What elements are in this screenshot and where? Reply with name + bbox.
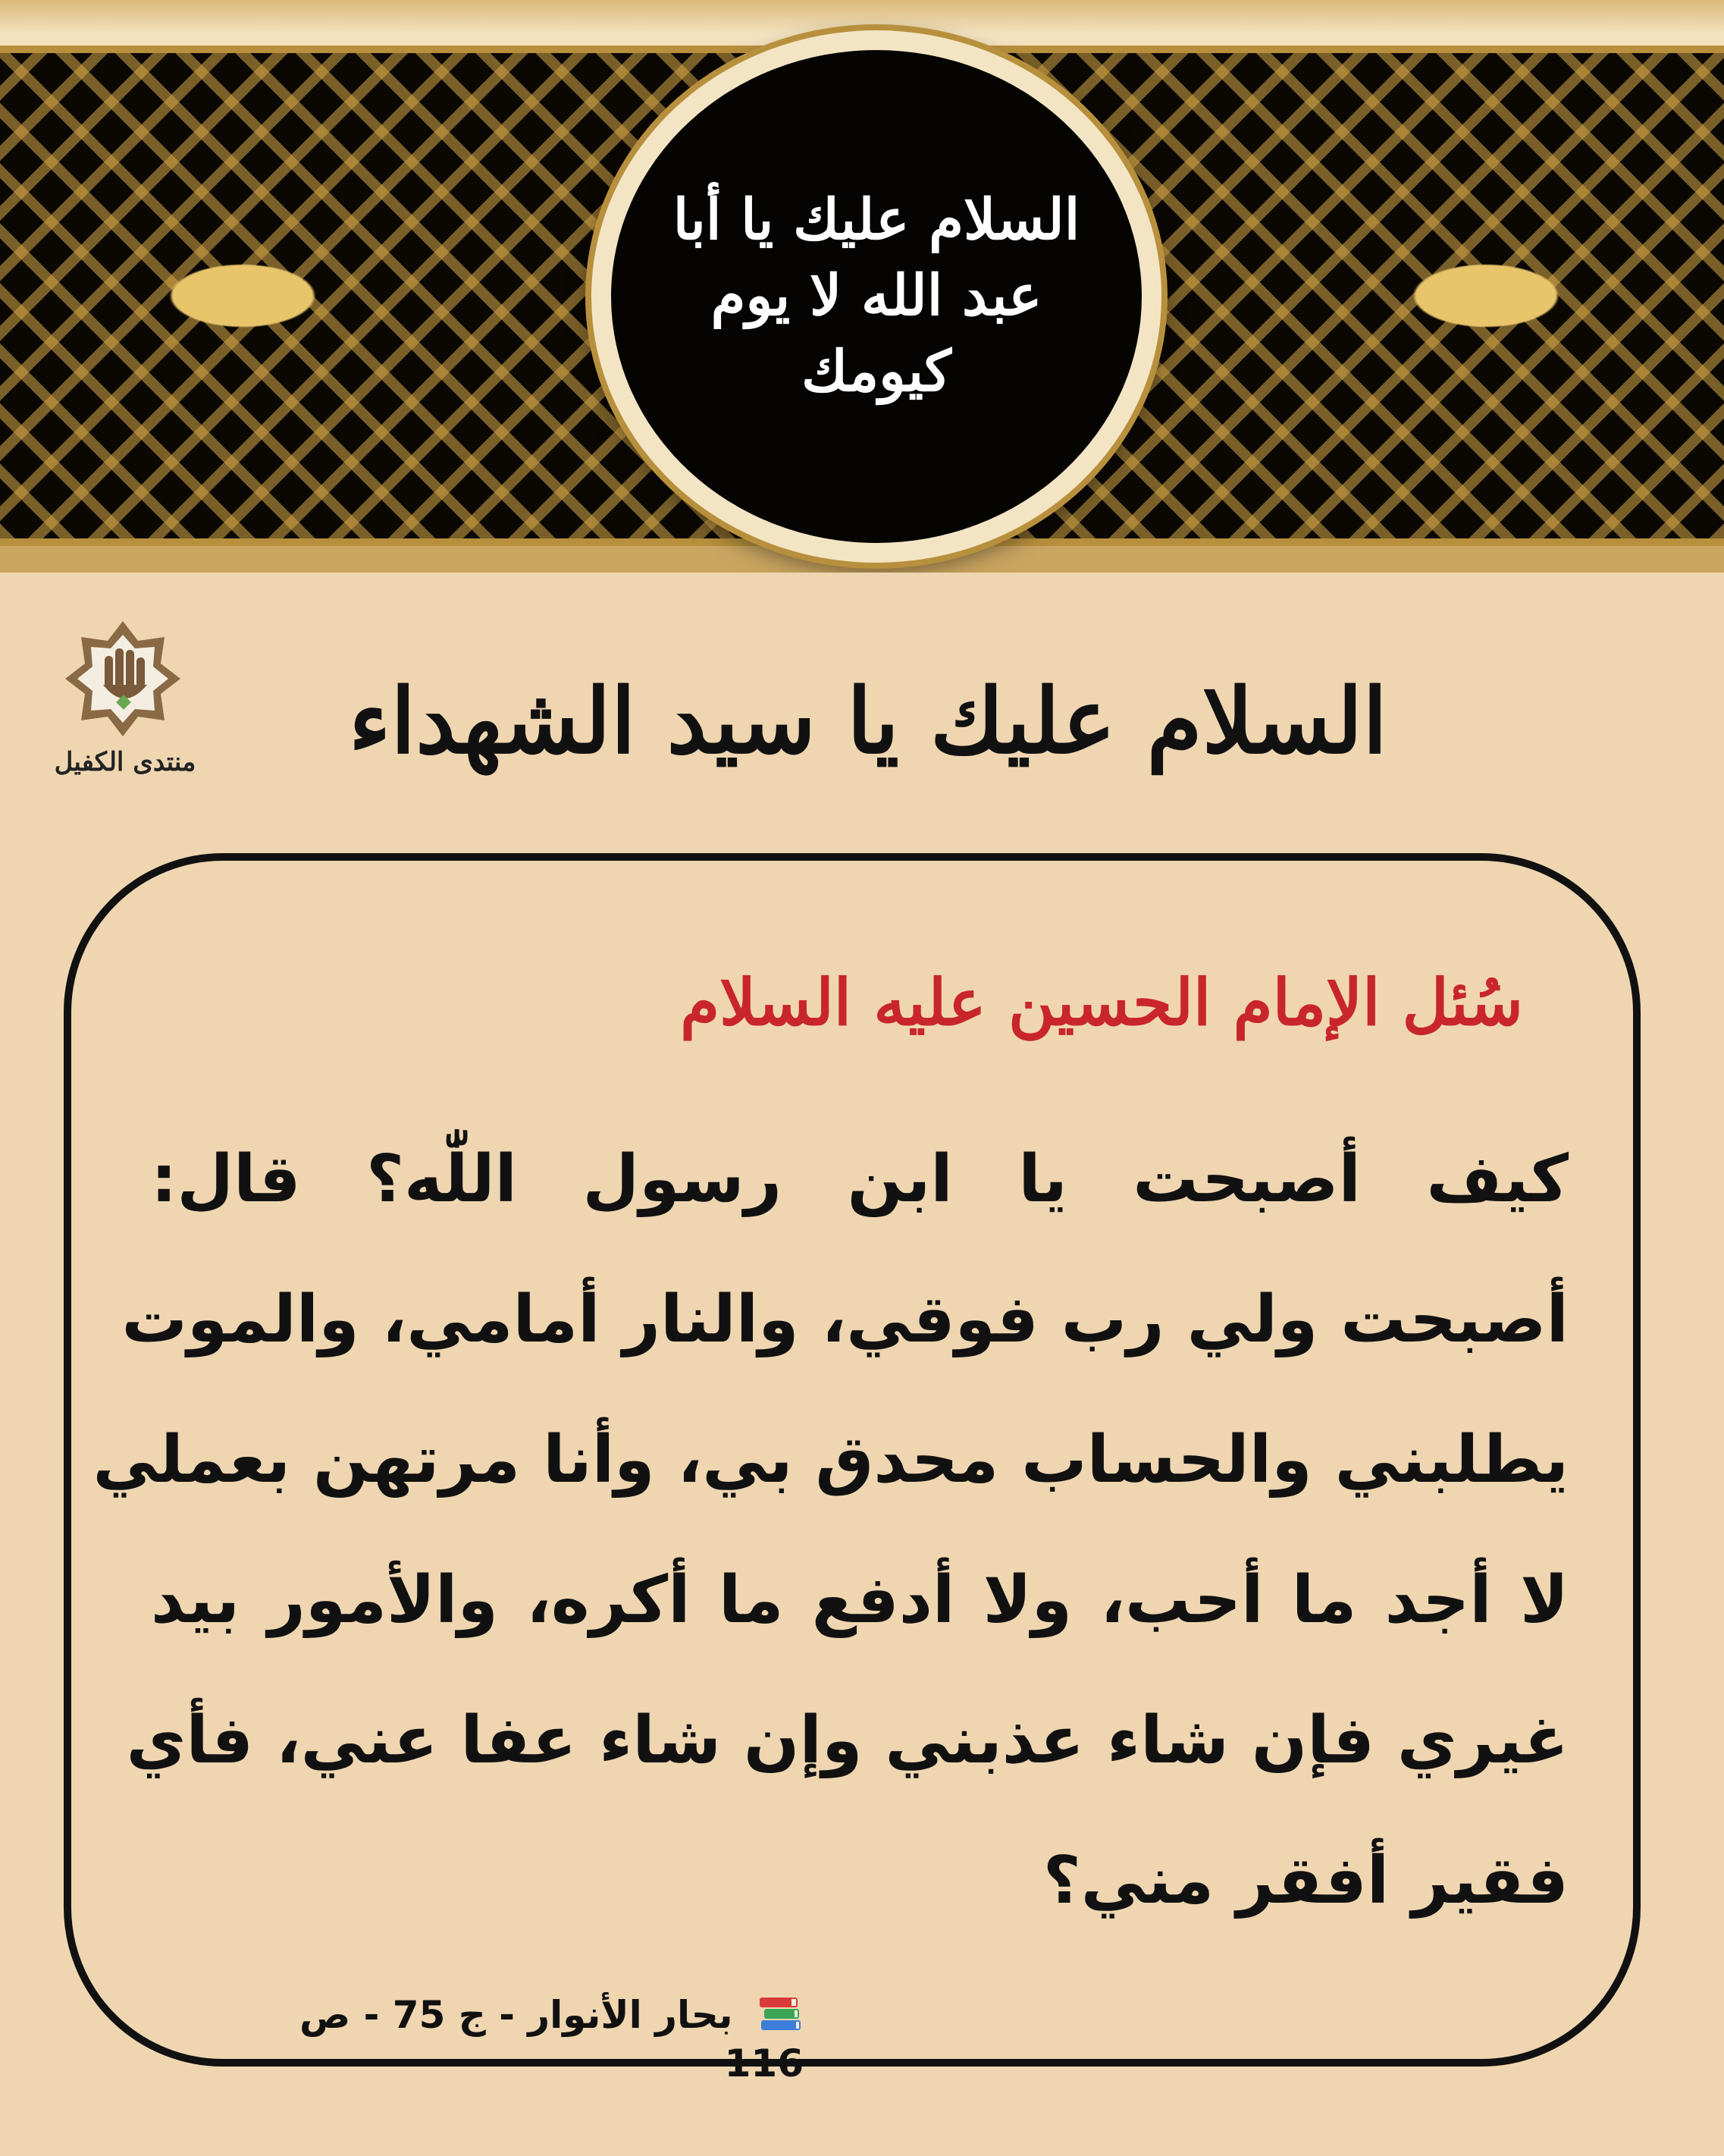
quote-line: كيف أصبحت يا ابن رسول اللّٰه؟ قال:	[151, 1141, 1569, 1217]
hand-logo-icon	[62, 618, 183, 739]
calligraphy-medallion	[591, 30, 1161, 563]
quote-line: فقير أفقر مني؟	[1042, 1843, 1569, 1919]
card-title: سُئل الإمام الحسين عليه السلام	[680, 965, 1523, 1040]
quote-line: أصبحت ولي رب فوقي، والنار أمامي، والموت	[121, 1282, 1569, 1357]
logo-caption: منتدى الكفيل	[54, 747, 196, 777]
salutation-calligraphy: السلام عليك يا سيد الشهداء	[348, 667, 1388, 774]
quote-line: غيري فإن شاء عذبني وإن شاء عفا عني، فأي	[126, 1703, 1569, 1778]
quote-line: يطلبني والحساب محدق بي، وأنا مرتهن بعملي	[92, 1422, 1569, 1498]
quote-line: لا أجد ما أحب، ولا أدفع ما أكره، والأمور بيد	[151, 1562, 1569, 1638]
medallion-text: السلام عليك يا أبا عبد الله لا يوم كيومك	[672, 187, 1080, 404]
source-text: بحار الأنوار - ج 75 - ص 116	[299, 1993, 804, 2085]
books-icon	[758, 1993, 804, 2041]
ornamental-banner	[0, 0, 1724, 573]
source-citation	[227, 1993, 804, 2085]
